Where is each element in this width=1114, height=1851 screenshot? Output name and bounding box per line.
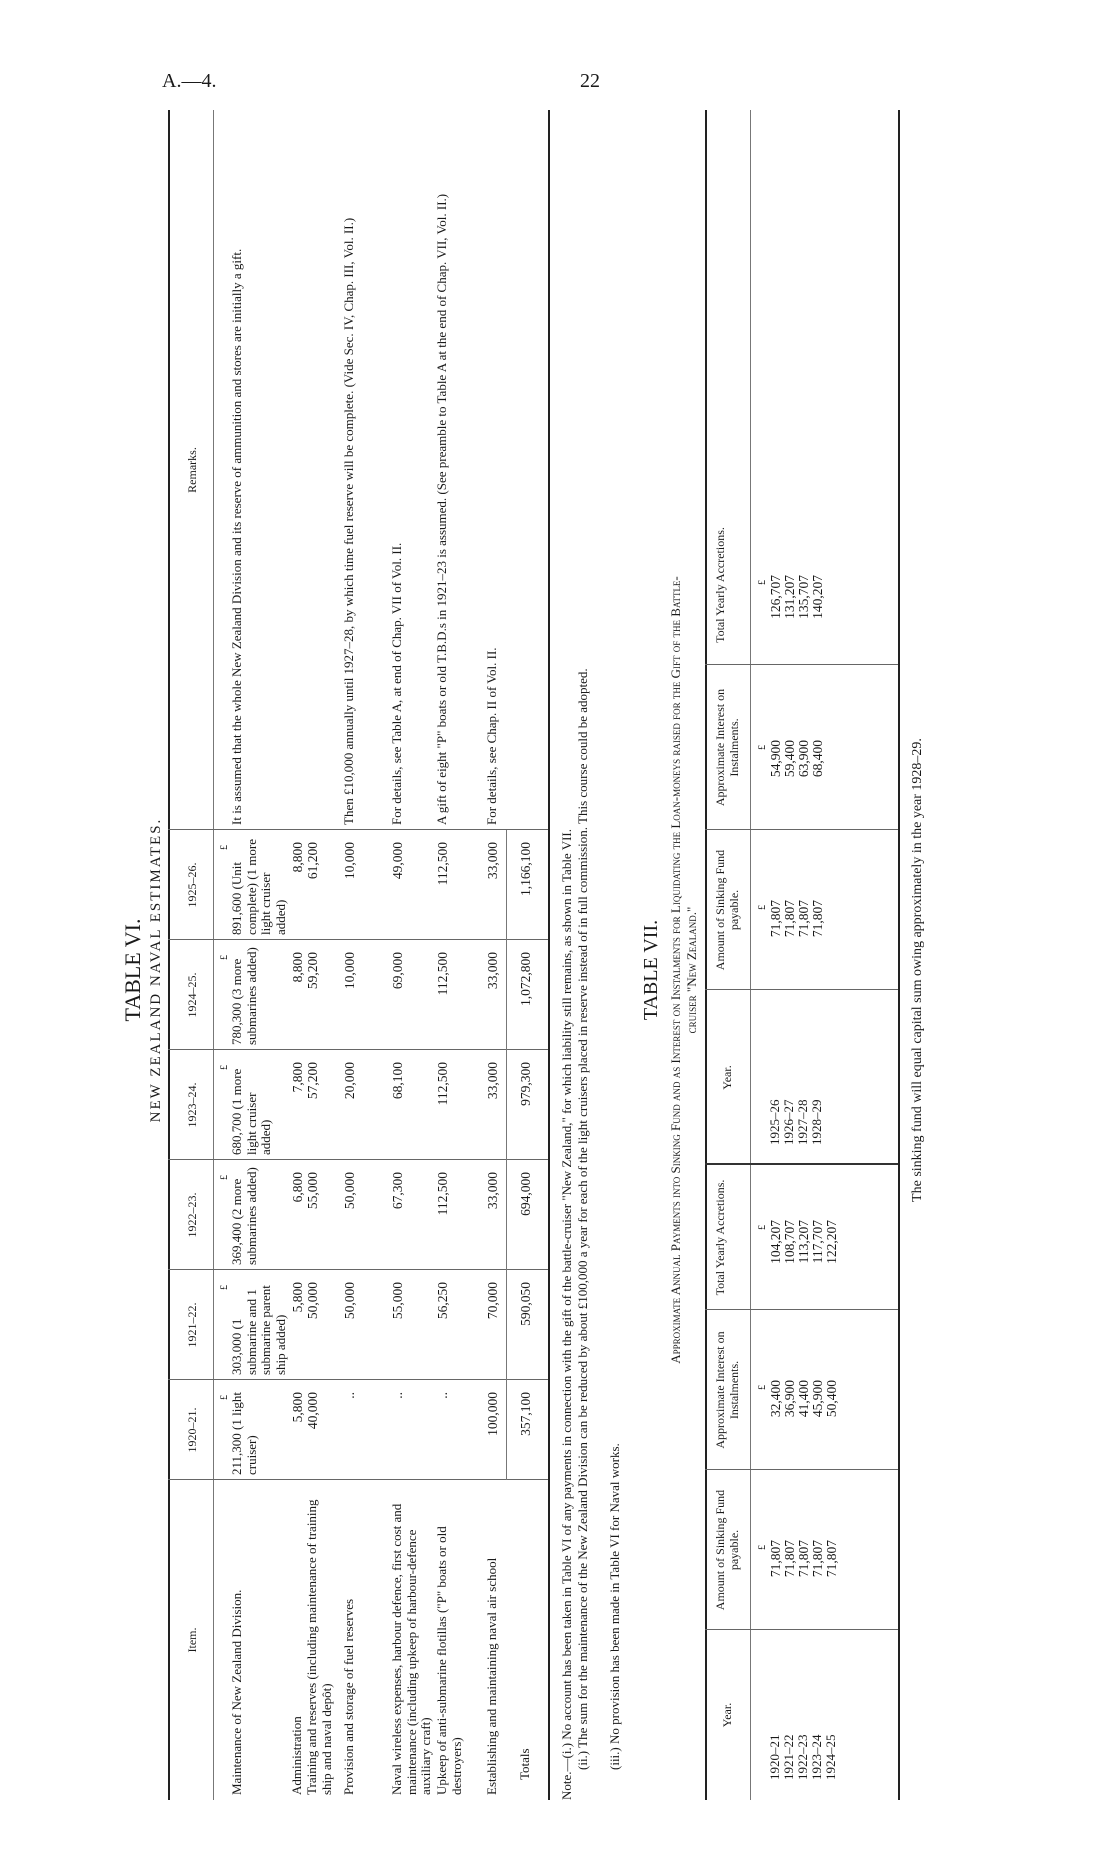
- t7-header-sinking: Amount of Sinking Fund payable.: [713, 849, 741, 971]
- table7-title: TABLE VII.: [640, 919, 662, 1021]
- t7-sinking: 71,807: [782, 1540, 797, 1578]
- t7-header-total: Total Yearly Accretions.: [713, 527, 727, 643]
- t7-sinking: 71,807: [810, 900, 825, 938]
- t7-interest: 59,400: [782, 740, 797, 778]
- t6-cell: 33,000: [485, 1062, 500, 1100]
- t6-total: 1,166,100: [518, 842, 533, 896]
- t7-interest: 68,400: [810, 740, 825, 778]
- t7-sinking: 71,807: [768, 1540, 783, 1578]
- t7-total: 122,207: [824, 1220, 839, 1264]
- t6-row-item: Establishing and maintaining naval air school: [484, 1557, 499, 1795]
- t6-cell: 33,000: [485, 842, 500, 880]
- t6-cell: 61,200: [305, 842, 320, 880]
- t6-cell: 55,000: [390, 1282, 405, 1320]
- t6-row-item: Naval wireless expenses, harbour defence, first cost and maintenance (including upkeep of harbour-defence auxiliary craft): [389, 1503, 433, 1795]
- t7-pound: £: [757, 1385, 768, 1390]
- t7-year: 1922–23: [795, 1734, 810, 1780]
- t6-cell: 100,000: [485, 1392, 500, 1436]
- t6-cell: 50,000: [342, 1282, 357, 1320]
- t7-interest: 41,400: [796, 1380, 811, 1418]
- t7-sinking: 71,807: [796, 1540, 811, 1578]
- t7-interest: 50,400: [824, 1380, 839, 1418]
- t7-sinking: 71,807: [796, 900, 811, 938]
- t6-totals-label: Totals: [517, 1748, 532, 1780]
- t6-cell: 8,800: [290, 952, 305, 983]
- table6-bottom-rule: [548, 110, 550, 1800]
- t6-total: 694,000: [518, 1172, 533, 1216]
- t6-cell: 5,800: [290, 1282, 305, 1313]
- t6-row-item: Maintenance of New Zealand Division.: [229, 1589, 244, 1795]
- t6-header-1921: 1921–22.: [185, 1302, 199, 1348]
- t6-cell: 112,500: [435, 952, 450, 996]
- table7-header-rule: [750, 110, 751, 1800]
- t6-cell: 57,200: [305, 1062, 320, 1100]
- t6-cell: 56,250: [435, 1282, 450, 1320]
- t7-total: 108,707: [782, 1220, 797, 1264]
- t7-header-sinking: Amount of Sinking Fund payable.: [713, 1489, 741, 1611]
- t6-cell: 7,800: [290, 1062, 305, 1093]
- t7-pound: £: [757, 1545, 768, 1550]
- t7-total: 140,207: [810, 575, 825, 619]
- t7-year: 1925–26: [767, 1099, 782, 1145]
- table6-subtitle: NEW ZEALAND NAVAL ESTIMATES.: [148, 817, 164, 1123]
- t6-cell: 211,300 (1 light cruiser): [229, 1392, 259, 1475]
- t6-pound: £: [219, 845, 230, 850]
- t6-cell: 10,000: [342, 842, 357, 880]
- t6-header-1922: 1922–23.: [185, 1192, 199, 1238]
- t6-row-item: Provision and storage of fuel reserves: [341, 1598, 356, 1795]
- t7-sinking: 71,807: [782, 900, 797, 938]
- t6-total: 590,050: [518, 1282, 533, 1326]
- t6-totals-rule: [506, 830, 507, 1480]
- t6-cell: 369,400 (2 more submarines added): [229, 1167, 259, 1265]
- t6-remarks: For details, see Table A, at end of Chap. VII of Vol. II.: [389, 542, 404, 825]
- t6-cell: 303,000 (1 submarine and 1 submarine parent ship added): [229, 1285, 288, 1375]
- t7-year: 1921–22: [781, 1734, 796, 1780]
- t7-interest: 63,900: [796, 740, 811, 778]
- table7-footer: The sinking fund will equal capital sum owing approximately in the year 1928–29.: [910, 738, 925, 1202]
- t7-pound: £: [757, 905, 768, 910]
- t6-remarks: For details, see Chap. II of Vol. II.: [484, 647, 499, 825]
- t6-cell: 112,500: [435, 1172, 450, 1216]
- t6-note-2: (ii.) The sum for the maintenance of the New Zealand Division can be reduced by about £100,000 a year for each of the light cruisers placed in reserve instead of in full commission. This course could be adopted.: [575, 668, 590, 1770]
- t6-cell: 70,000: [485, 1282, 500, 1320]
- t6-note-1: Note.—(i.) No account has been taken in Table VI of any payments in connection with the gift of the battle-cruiser "New Zealand," for which liability still remains, as shown in Table VII.: [559, 828, 574, 1800]
- t6-cell: 5,800: [290, 1392, 305, 1423]
- t6-header-item: Item.: [185, 1627, 199, 1653]
- t7-total: 131,207: [782, 575, 797, 619]
- table7-subtitle-1: Approximate Annual Payments into Sinking Fund and as Interest on Instalments for Liquidating the Loan-moneys raised for the Gift of the Battle-: [668, 576, 683, 1364]
- t6-total: 979,300: [518, 1062, 533, 1106]
- t6-header-1924: 1924–25.: [185, 972, 199, 1018]
- t6-cell: 55,000: [305, 1172, 320, 1210]
- t6-cell: 891,600 (Unit complete) (1 more light cruiser added): [229, 838, 288, 935]
- t6-cell: 680,700 (1 more light cruiser added): [229, 1068, 273, 1155]
- t6-pound: £: [219, 1395, 230, 1400]
- t6-total: 1,072,800: [518, 952, 533, 1006]
- t7-pound: £: [757, 1225, 768, 1230]
- t7-header-interest: Approximate Interest on Instalments.: [713, 688, 741, 807]
- t7-header-interest: Approximate Interest on Instalments.: [713, 1331, 741, 1449]
- t6-row-item: Training and reserves (including maintenance of training ship and naval depôt): [304, 1499, 334, 1795]
- table6-header-rule: [213, 110, 214, 1800]
- t6-col-sep: [168, 829, 548, 830]
- t6-cell: 112,500: [435, 1062, 450, 1106]
- t6-cell: 8,800: [290, 842, 305, 873]
- t7-header-total: Total Yearly Accretions.: [713, 1179, 727, 1296]
- rotated-page-body: [120, 100, 990, 1840]
- t7-year: 1927–28: [795, 1099, 810, 1145]
- t6-remarks: Then £10,000 annually until 1927–28, by which time fuel reserve will be complete. (Vide Sec. IV, Chap. III, Vol. II.): [341, 217, 356, 825]
- t6-cell: 10,000: [342, 952, 357, 990]
- t6-cell: 50,000: [342, 1172, 357, 1210]
- t6-cell: 67,300: [390, 1172, 405, 1210]
- t6-cell: 50,000: [305, 1282, 320, 1320]
- t6-remarks: It is assumed that the whole New Zealand Division and its reserve of ammunition and stores are initially a gift.: [229, 248, 244, 825]
- t6-header-1925: 1925–26.: [185, 862, 199, 908]
- t6-header-1923: 1923–24.: [185, 1082, 199, 1128]
- t7-header-year: Year.: [720, 1702, 734, 1728]
- t6-cell: 68,100: [390, 1062, 405, 1100]
- t6-cell: 33,000: [485, 1172, 500, 1210]
- t6-row-item: Upkeep of anti-submarine flotillas ("P" boats or old destroyers): [434, 1526, 464, 1795]
- t7-year: 1926–27: [781, 1099, 796, 1145]
- table7-bottom-rule: [898, 110, 900, 1800]
- t7-total: 135,707: [796, 575, 811, 619]
- table7-top-rule: [705, 110, 707, 1800]
- t6-cell: 40,000: [305, 1392, 320, 1430]
- t7-interest: 54,900: [768, 740, 783, 778]
- t6-cell: ..: [390, 1392, 405, 1399]
- t7-year: 1928–29: [809, 1099, 824, 1145]
- t6-cell: 6,800: [290, 1172, 305, 1203]
- t7-sinking: 71,807: [810, 1540, 825, 1578]
- t7-sinking: 71,807: [768, 900, 783, 938]
- t6-cell: 33,000: [485, 952, 500, 990]
- t6-remarks: A gift of eight "P" boats or old T.B.D.s in 1921–23 is assumed. (See preamble to Table A at the end of Chap. VII, Vol. II.): [434, 193, 449, 825]
- page-left-header: A.—4.: [162, 70, 217, 92]
- t6-pound: £: [219, 1285, 230, 1290]
- t6-pound: £: [219, 1065, 230, 1070]
- table7-subtitle-2: cruiser "New Zealand.": [684, 906, 699, 1034]
- page-number: 22: [580, 70, 600, 92]
- t7-total: 117,707: [810, 1220, 825, 1264]
- t7-year: 1923–24: [809, 1734, 824, 1780]
- t6-pound: £: [219, 955, 230, 960]
- t6-total: 357,100: [518, 1392, 533, 1436]
- t7-total: 113,207: [796, 1220, 811, 1264]
- t7-interest: 36,900: [782, 1380, 797, 1418]
- t6-cell: ..: [435, 1392, 450, 1399]
- t7-interest: 45,900: [810, 1380, 825, 1418]
- t7-header-year: Year.: [720, 1065, 734, 1090]
- t7-pound: £: [757, 745, 768, 750]
- t6-cell: 69,000: [390, 952, 405, 990]
- t6-cell: 112,500: [435, 842, 450, 886]
- t7-total: 126,707: [768, 575, 783, 619]
- t6-row-item: Administration: [289, 1716, 304, 1795]
- t6-note-3: (iii.) No provision has been made in Table VI for Naval works.: [607, 1443, 622, 1770]
- t7-pound: £: [757, 580, 768, 585]
- t6-header-1920: 1920–21.: [185, 1407, 199, 1453]
- t7-sinking: 71,807: [824, 1540, 839, 1578]
- t6-header-remarks: Remarks.: [185, 447, 199, 493]
- t6-cell: 59,200: [305, 952, 320, 990]
- table6-title: TABLE VI.: [120, 918, 145, 1022]
- t6-cell: ..: [342, 1392, 357, 1399]
- table6-top-rule: [168, 110, 170, 1800]
- t6-cell: 780,300 (3 more submarines added): [229, 947, 259, 1045]
- t6-pound: £: [219, 1175, 230, 1180]
- t6-cell: 20,000: [342, 1062, 357, 1100]
- t6-cell: 49,000: [390, 842, 405, 880]
- t7-year: 1920–21: [767, 1734, 782, 1780]
- t7-interest: 32,400: [768, 1380, 783, 1418]
- t7-year: 1924–25: [823, 1734, 838, 1780]
- t7-total: 104,207: [768, 1220, 783, 1264]
